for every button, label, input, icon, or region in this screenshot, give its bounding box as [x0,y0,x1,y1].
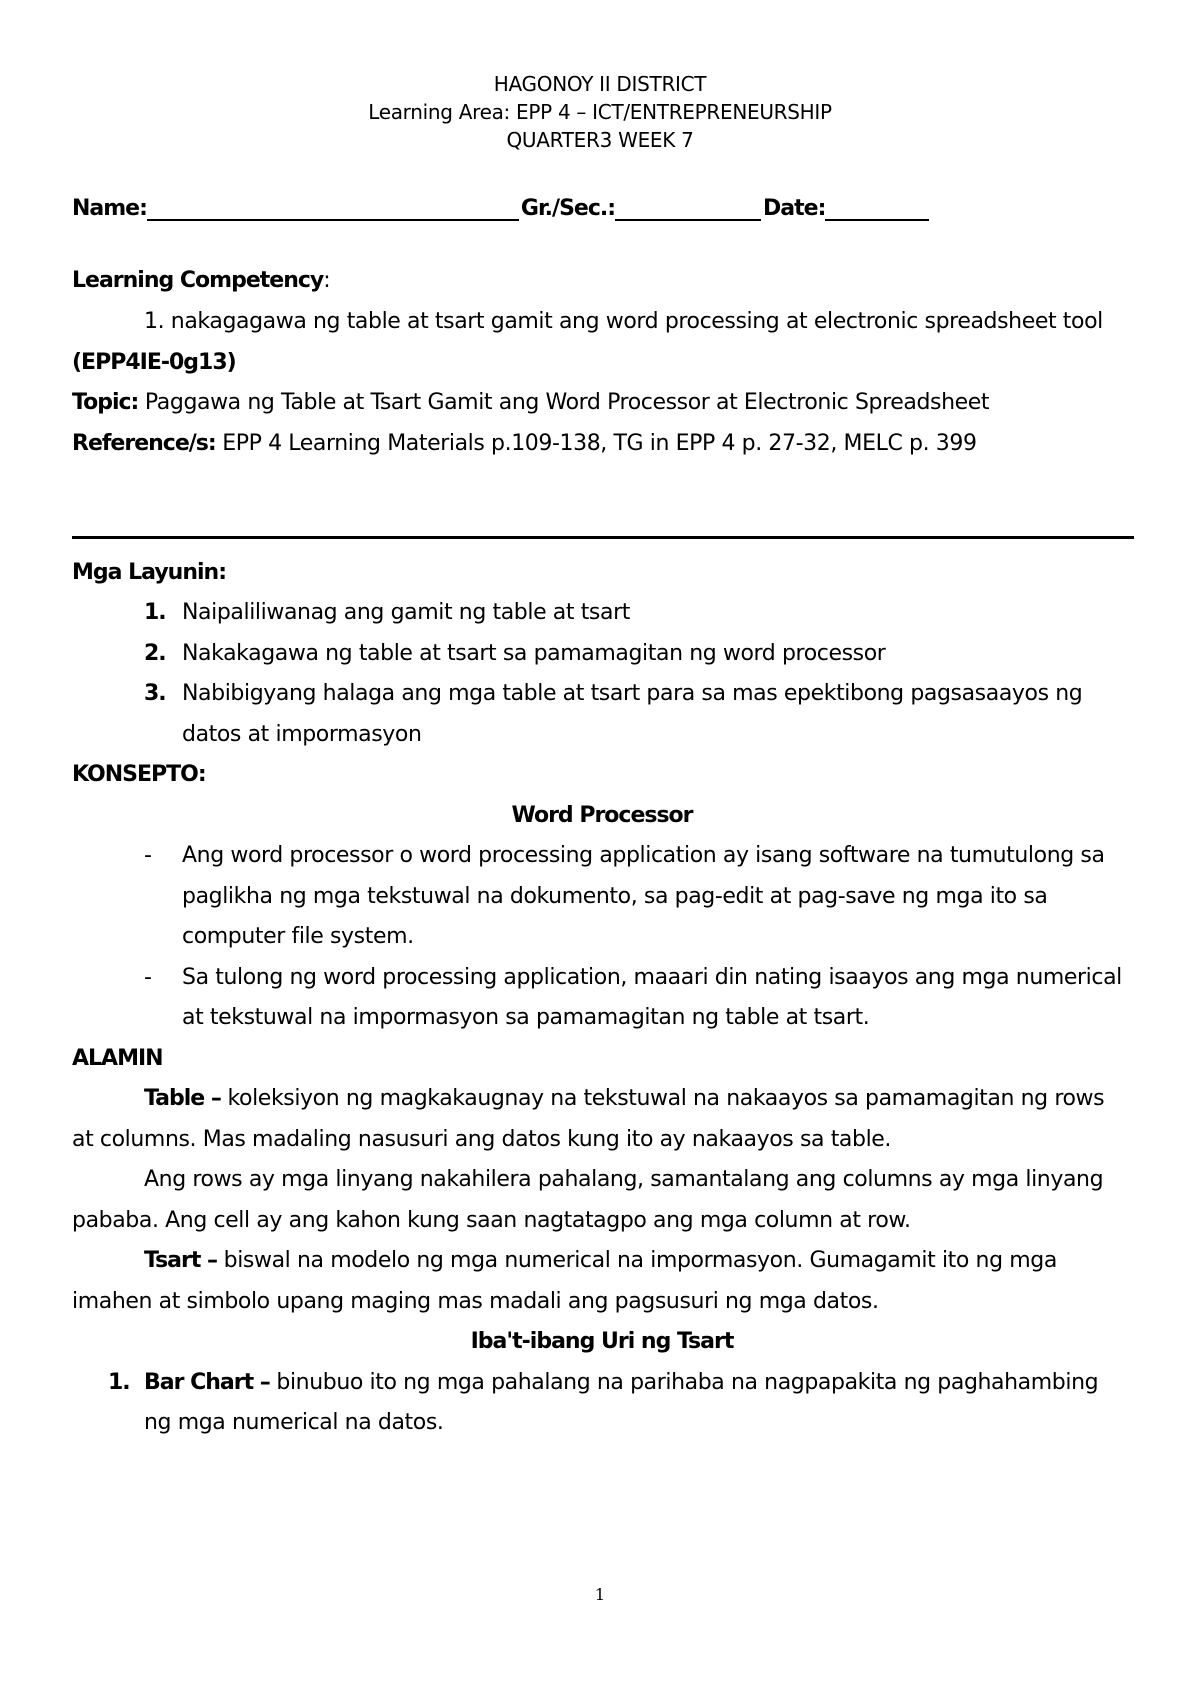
uri-heading: Iba't-ibang Uri ng Tsart [470,1329,734,1354]
bar-chart-term: Bar Chart – [144,1370,270,1395]
bullet-line: Ang word processor o word processing application ay isang software na tumutulong sa [182,843,1105,868]
rows-paragraph: Ang rows ay mga linyang nakahilera pahalang, samantalang ang columns ay mga linyang [144,1167,1104,1192]
table-term: Table – [144,1086,221,1111]
bar-chart-item [144,1370,1098,1395]
layunin-text: Naipaliliwanag ang gamit ng table at tsart [182,600,630,625]
date-field[interactable] [825,197,929,221]
layunin-text-cont: datos at impormasyon [182,722,422,747]
alamin-heading: ALAMIN [72,1046,163,1071]
grsec-field[interactable] [615,197,761,221]
competency-item-text: 1. nakagagawa ng table at tsart gamit ang word processing at electronic spreadsheet tool [144,309,1103,334]
table-def-cont: at columns. Mas madaling nasusuri ang datos kung ito ay nakaayos sa table. [72,1127,892,1152]
layunin-num: 1. [144,600,166,625]
layunin-item [144,600,166,625]
layunin-heading: Mga Layunin: [72,560,226,585]
tsart-definition [144,1248,1057,1273]
rows-paragraph-cont: pababa. Ang cell ay ang kahon kung saan nagtatagpo ang mga column at row. [72,1208,911,1233]
student-info-fields [72,196,1132,221]
bullet-dash: - [144,965,152,990]
konsepto-heading: KONSEPTO: [72,762,206,787]
district-title: HAGONOY II DISTRICT [493,72,707,96]
reference-text: EPP 4 Learning Materials p.109-138, TG in EPP 4 p. 27-32, MELC p. 399 [215,431,977,456]
learning-area: Learning Area: EPP 4 – ICT/ENTREPRENEURSHIP [368,100,832,124]
bullet-line: computer file system. [182,924,414,949]
competency-label: Learning Competency [72,268,324,293]
bullet-line: at tekstuwal na impormasyon sa pamamagitan ng table at tsart. [182,1005,870,1030]
competency-item [144,309,1132,334]
tsart-def-text: biswal na modelo ng mga numerical na impormasyon. Gumagamit ito ng mga [217,1248,1057,1273]
layunin-num: 3. [144,681,166,706]
topic-text: Paggawa ng Table at Tsart Gamit ang Word Processor at Electronic Spreadsheet [138,390,990,415]
section-divider [72,536,1134,539]
competency-colon: : [323,268,331,293]
competency-code: (EPP4IE-0g13) [72,350,236,375]
uri-item-num [108,1370,130,1395]
layunin-text: Nabibigyang halaga ang mga table at tsart para sa mas epektibong pagsasaayos ng [182,681,1083,706]
bullet-line: paglikha ng mga tekstuwal na dokumento, sa pag-edit at pag-save ng mga ito sa [182,884,1048,909]
bar-chart-text: binubuo ito ng mga pahalang na parihaba na nagpapakita ng paghahambing [269,1370,1099,1395]
document-header [0,70,1200,154]
topic-line [72,390,989,415]
bullet-dash: - [144,843,152,868]
uri-num: 1. [108,1370,130,1395]
name-label: Name: [72,196,147,221]
tsart-term: Tsart – [144,1248,218,1273]
page-number: 1 [594,1585,606,1604]
reference-label: Reference/s: [72,431,216,456]
layunin-num: 2. [144,641,166,666]
layunin-item [144,641,166,666]
word-processor-subheading: Word Processor [511,803,693,828]
competency-heading [72,268,330,293]
bar-chart-text-cont: ng mga numerical na datos. [144,1410,444,1435]
topic-label: Topic: [72,390,139,415]
quarter-week: QUARTER3 WEEK 7 [506,128,694,152]
bullet-line: Sa tulong ng word processing application, maaari din nating isaayos ang mga numerical [182,965,1122,990]
name-field[interactable] [147,197,519,221]
layunin-item [144,681,166,706]
reference-line [72,431,977,456]
table-definition [144,1086,1104,1111]
tsart-def-cont: imahen at simbolo upang maging mas madali ang pagsusuri ng mga datos. [72,1289,879,1314]
layunin-text: Nakakagawa ng table at tsart sa pamamagitan ng word processor [182,641,886,666]
date-label: Date: [763,196,826,221]
grsec-label: Gr./Sec.: [520,196,616,221]
table-def-text: koleksiyon ng magkakaugnay na tekstuwal na nakaayos sa pamamagitan ng rows [220,1086,1105,1111]
